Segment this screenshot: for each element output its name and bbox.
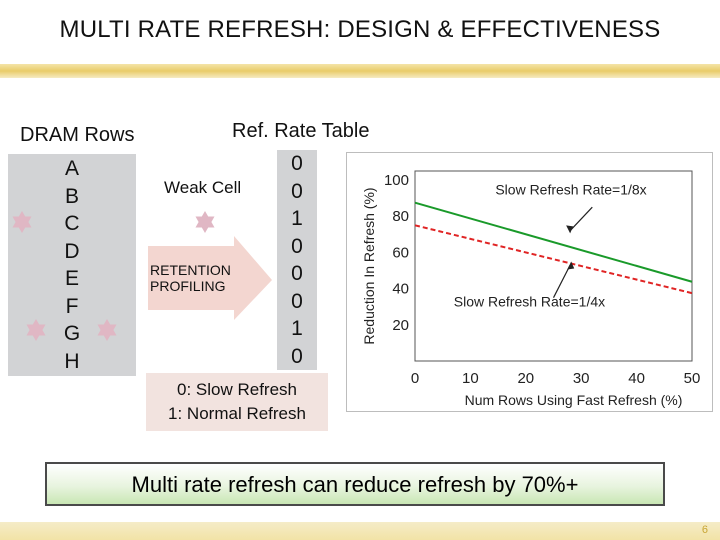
series-annotation: Slow Refresh Rate=1/4x bbox=[453, 293, 606, 310]
dram-row: G bbox=[63, 322, 81, 345]
x-tick-label: 10 bbox=[462, 370, 479, 387]
dram-row: D bbox=[64, 239, 80, 263]
y-tick-label: 80 bbox=[392, 208, 409, 226]
legend-slow-refresh: 0: Slow Refresh bbox=[177, 380, 297, 399]
y-tick-label: 100 bbox=[383, 172, 409, 190]
ref-rate-value: 1 bbox=[291, 317, 303, 340]
profiling-line: PROFILING bbox=[150, 278, 226, 294]
x-axis-label: Num Rows Using Fast Refresh (%) bbox=[464, 392, 683, 408]
ref-rate-table bbox=[277, 150, 317, 370]
x-tick-label: 50 bbox=[683, 370, 701, 387]
chart-axes bbox=[415, 171, 692, 361]
series-annotation: Slow Refresh Rate=1/8x bbox=[495, 181, 647, 198]
ref-rate-table-label: Ref. Rate Table bbox=[232, 120, 370, 142]
chart-svg bbox=[347, 153, 712, 411]
plot-area bbox=[415, 171, 692, 361]
dram-rows-label: DRAM Rows bbox=[20, 124, 135, 146]
ref-rate-value: 0 bbox=[291, 262, 303, 285]
dram-row: C bbox=[64, 212, 80, 235]
footer-accent-bar bbox=[0, 522, 720, 540]
dram-row: B bbox=[64, 184, 79, 208]
retention-profiling-label bbox=[150, 262, 231, 294]
conclusion-banner: Multi rate refresh can reduce refresh by 70%+ bbox=[45, 462, 665, 506]
weak-cell-star-icon bbox=[27, 319, 46, 341]
ref-rate-value: 0 bbox=[291, 289, 303, 313]
dram-row: A bbox=[64, 157, 79, 180]
weak-cell-legend-star-icon bbox=[196, 211, 215, 233]
ref-rate-value: 0 bbox=[291, 179, 303, 203]
ref-rate-value: 1 bbox=[291, 207, 303, 230]
weak-cell-star-icon bbox=[13, 211, 32, 233]
x-tick-label: 40 bbox=[628, 370, 645, 387]
x-tick-label: 30 bbox=[572, 370, 590, 387]
slide-title: MULTI RATE REFRESH: DESIGN & EFFECTIVENESS bbox=[59, 16, 661, 43]
y-tick-label: 60 bbox=[392, 244, 409, 262]
weak-cell-star-icon bbox=[98, 319, 117, 341]
y-tick-label: 20 bbox=[392, 316, 409, 334]
ref-rate-value: 0 bbox=[291, 152, 303, 175]
refresh-reduction-chart bbox=[346, 152, 713, 412]
weak-cell-label: Weak Cell bbox=[164, 178, 242, 197]
dram-row: F bbox=[65, 294, 79, 318]
dram-row: E bbox=[64, 267, 79, 290]
x-tick-label: 20 bbox=[517, 370, 535, 387]
retention-line: RETENTION bbox=[150, 262, 231, 278]
ref-rate-value: 0 bbox=[291, 344, 303, 368]
title-accent-bar bbox=[0, 64, 720, 78]
legend-normal-refresh: 1: Normal Refresh bbox=[168, 404, 306, 423]
ref-rate-value: 0 bbox=[291, 234, 303, 258]
dram-row: H bbox=[64, 349, 80, 373]
y-tick-label: 40 bbox=[392, 280, 409, 298]
y-axis-label: Reduction In Refresh (%) bbox=[361, 187, 377, 345]
x-tick-label: 0 bbox=[410, 370, 420, 387]
page-number: 6 bbox=[701, 524, 708, 536]
refresh-legend-box bbox=[146, 373, 328, 431]
